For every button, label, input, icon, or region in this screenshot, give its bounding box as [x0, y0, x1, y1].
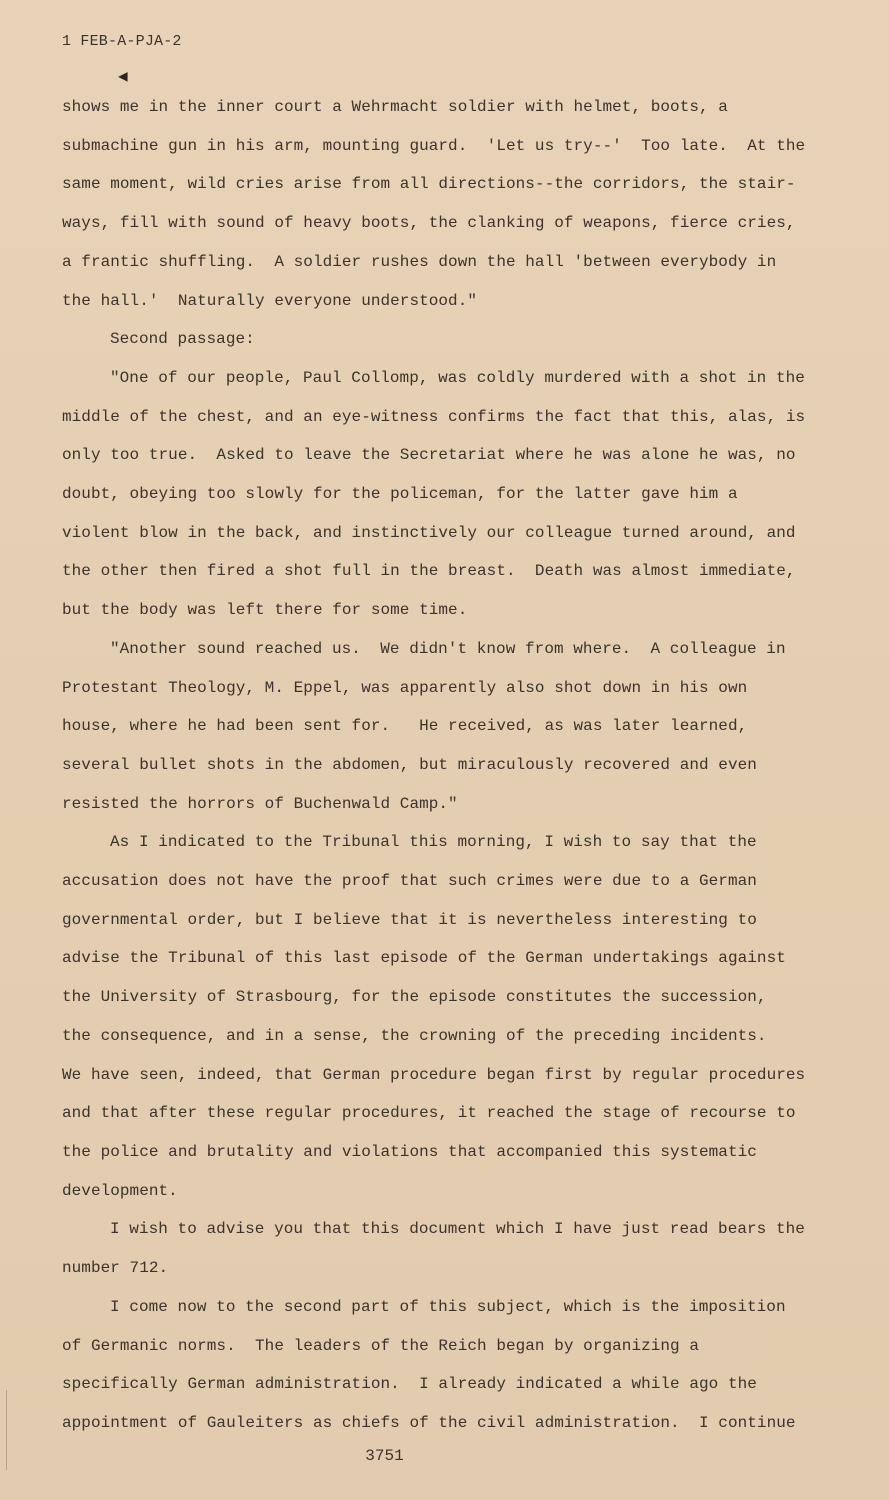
pen-mark-icon: ◀	[118, 68, 128, 86]
text-line: advise the Tribunal of this last episode of the German undertakings against	[62, 949, 786, 968]
text-line: the police and brutality and violations that accompanied this systematic	[62, 1142, 757, 1161]
text-line: We have seen, indeed, that German procedure began first by regular procedures	[62, 1065, 806, 1084]
text-line: shows me in the inner court a Wehrmacht soldier with helmet, boots, a	[62, 98, 728, 116]
text-line: Second passage:	[110, 330, 255, 349]
text-line: the University of Strasbourg, for the episode constitutes the succession,	[62, 988, 767, 1007]
text-line: middle of the chest, and an eye-witness confirms the fact that this, alas, is	[62, 407, 806, 426]
text-line: submachine gun in his arm, mounting guard. 'Let us try--' Too late. At the	[62, 136, 806, 155]
text-line: number 712.	[62, 1259, 169, 1278]
text-line: several bullet shots in the abdomen, but miraculously recovered and even	[62, 755, 757, 774]
text-line: but the body was left there for some time.	[62, 601, 468, 620]
text-line: "One of our people, Paul Collomp, was coldly murdered with a shot in the	[110, 368, 805, 387]
text-line: Protestant Theology, M. Eppel, was apparently also shot down in his own	[62, 678, 748, 697]
text-line: resisted the horrors of Buchenwald Camp."	[62, 794, 458, 813]
text-line: only too true. Asked to leave the Secretariat where he was alone he was, no	[62, 446, 796, 465]
text-line: specifically German administration. I already indicated a while ago the	[62, 1375, 757, 1394]
document-reference: 1 FEB-A-PJA-2	[62, 33, 182, 50]
document-body	[62, 88, 822, 1443]
text-line: appointment of Gauleiters as chiefs of the civil administration. I continue	[62, 1413, 796, 1432]
text-line: of Germanic norms. The leaders of the Reich began by organizing a	[62, 1336, 700, 1355]
text-line: same moment, wild cries arise from all directions--the corridors, the stair-	[62, 175, 796, 194]
text-line: and that after these regular procedures, it reached the stage of recourse to	[62, 1104, 796, 1123]
margin-line	[6, 1390, 7, 1470]
text-line: I wish to advise you that this document which I have just read bears the	[110, 1220, 805, 1239]
text-line: governmental order, but I believe that it is nevertheless interesting to	[62, 910, 757, 929]
text-line: accusation does not have the proof that such crimes were due to a German	[62, 872, 757, 891]
text-line: doubt, obeying too slowly for the policeman, for the latter gave him a	[62, 485, 738, 504]
text-line: the consequence, and in a sense, the crowning of the preceding incidents.	[62, 1026, 767, 1045]
text-line: house, where he had been sent for. He received, as was later learned,	[62, 717, 748, 736]
text-line: a frantic shuffling. A soldier rushes down the hall 'between everybody in	[62, 252, 777, 271]
text-line: the hall.' Naturally everyone understood."	[62, 291, 478, 310]
text-line: As I indicated to the Tribunal this morning, I wish to say that the	[110, 833, 757, 852]
page-number: 3751	[365, 1447, 404, 1465]
text-line: "Another sound reached us. We didn't know from where. A colleague in	[110, 639, 786, 658]
text-line: ways, fill with sound of heavy boots, the clanking of weapons, fierce cries,	[62, 214, 796, 233]
text-line: violent blow in the back, and instinctively our colleague turned around, and	[62, 523, 796, 542]
text-line: development.	[62, 1181, 178, 1200]
text-line: I come now to the second part of this subject, which is the imposition	[110, 1297, 786, 1316]
text-line: the other then fired a shot full in the breast. Death was almost immediate,	[62, 562, 796, 581]
